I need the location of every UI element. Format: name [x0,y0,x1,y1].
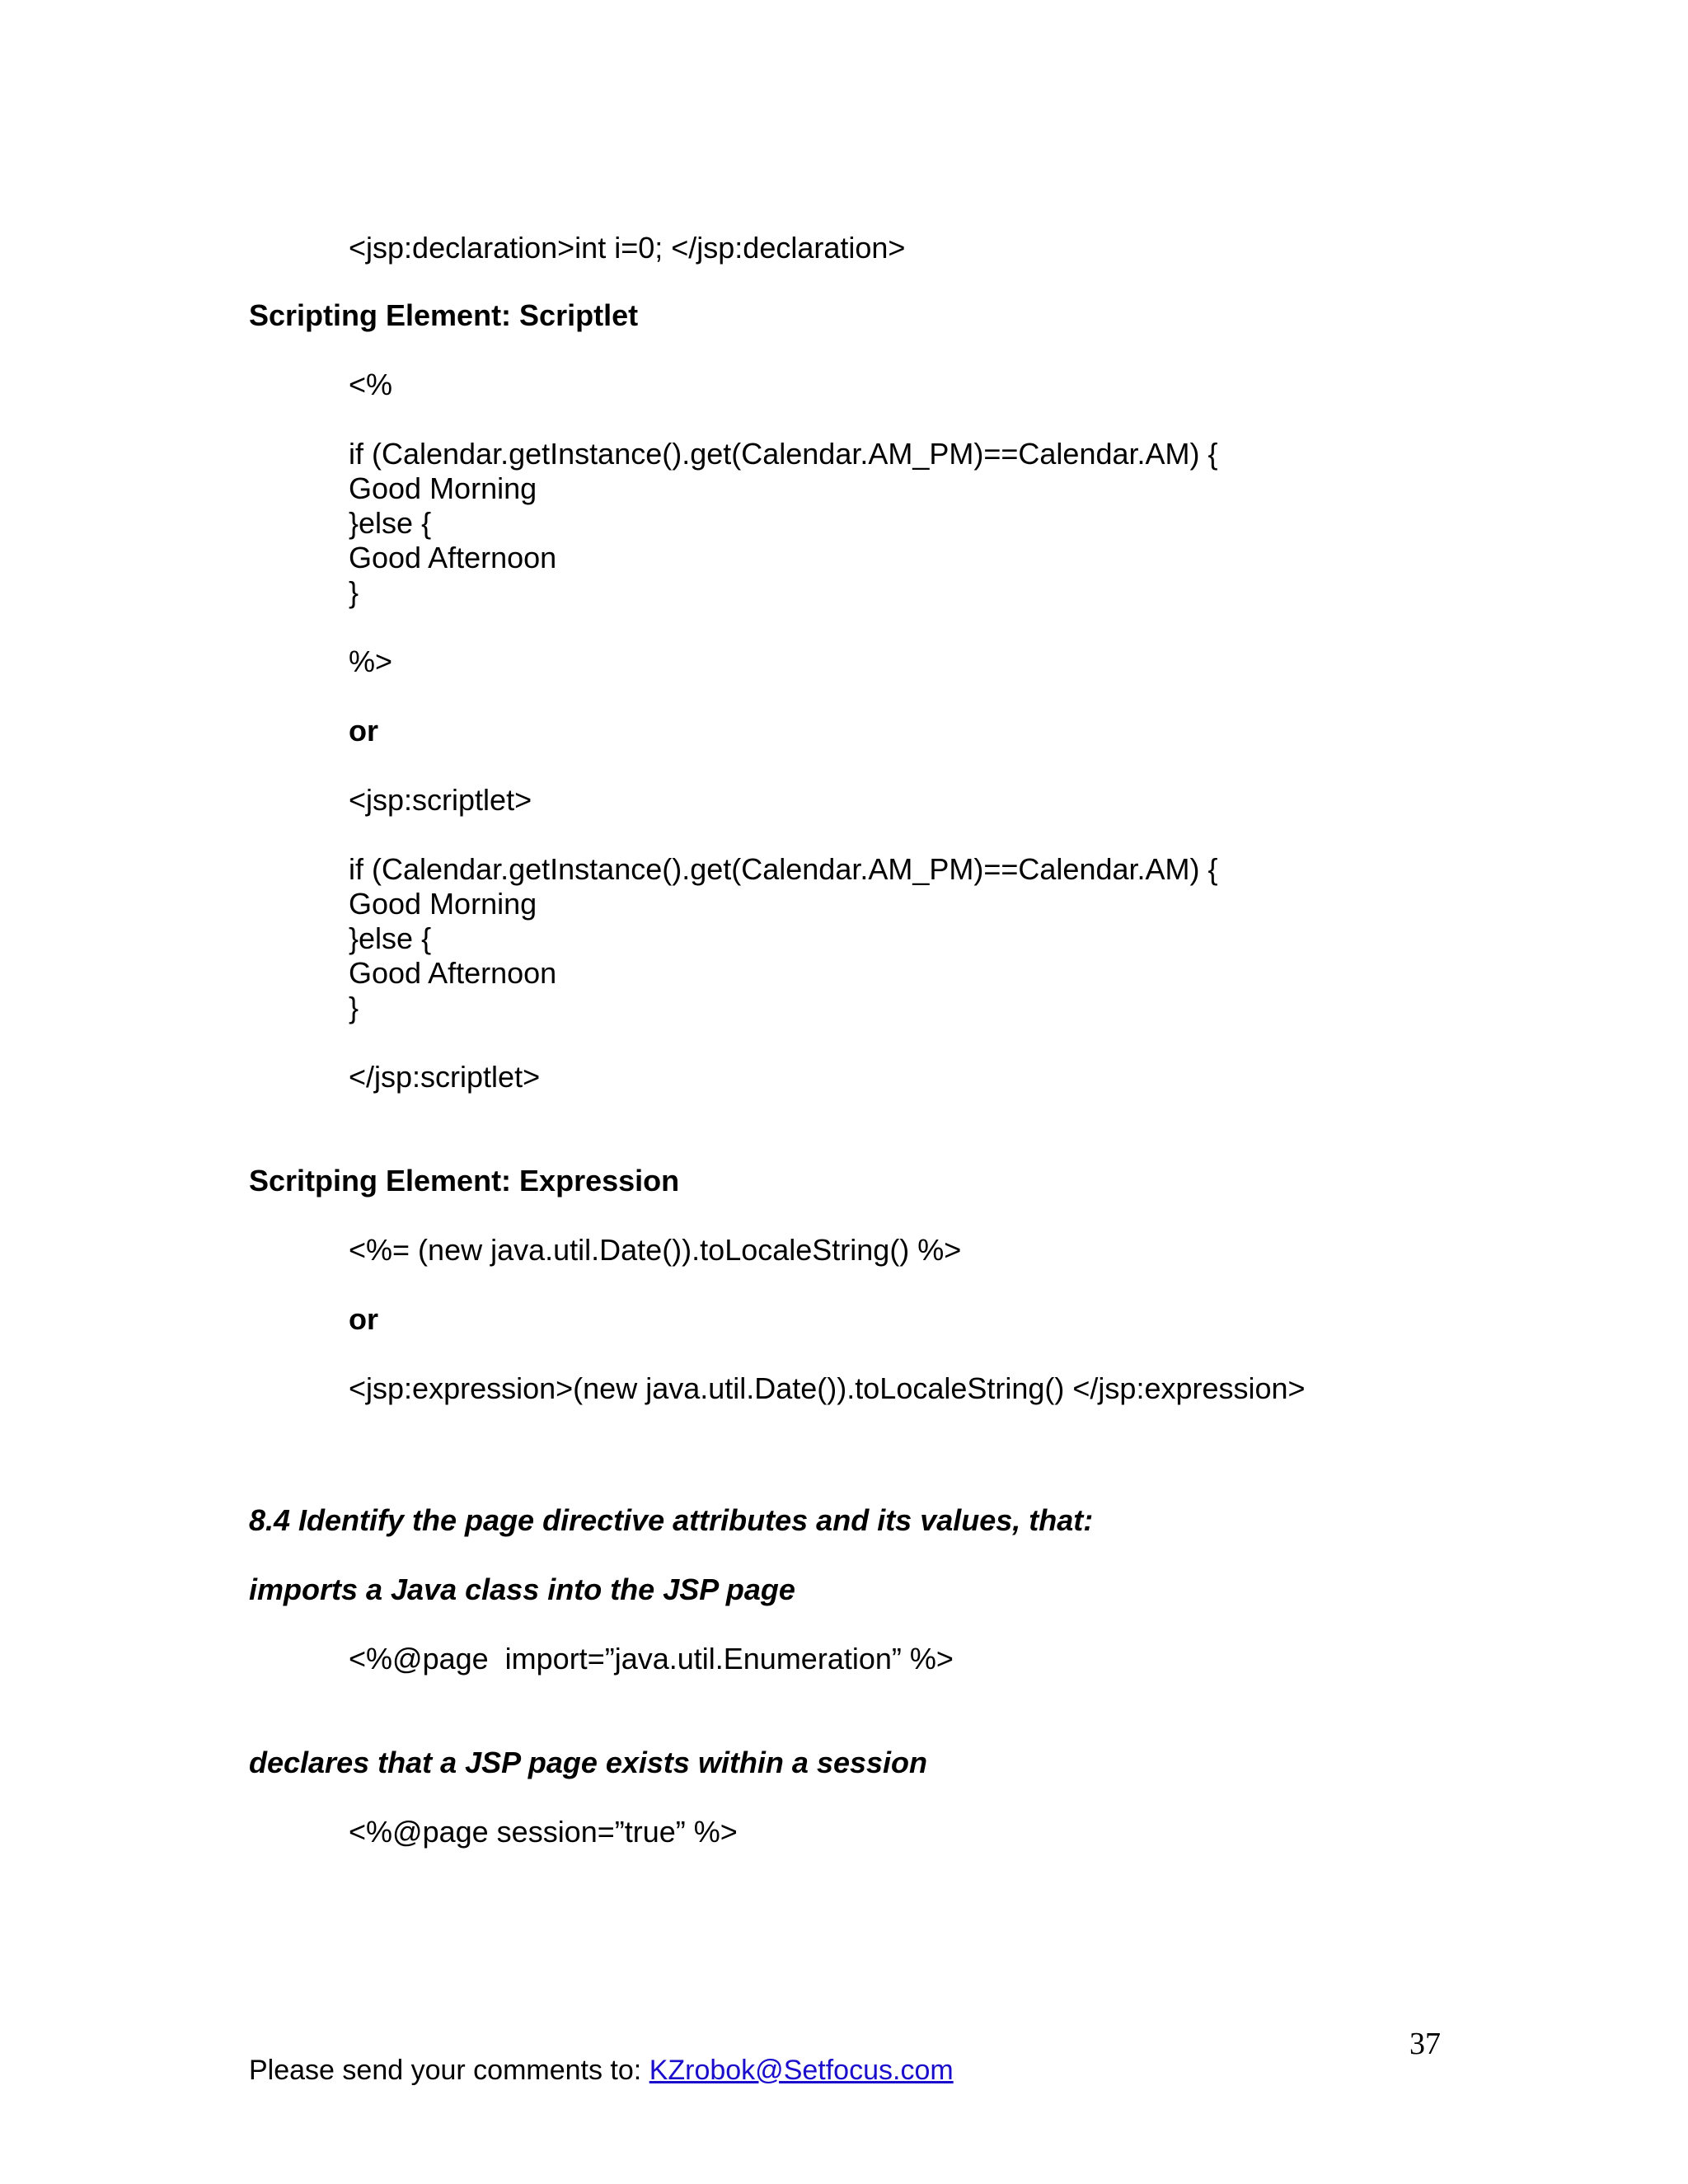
or-separator: or [349,714,378,748]
code-line: Good Morning [349,471,537,505]
session-directive-line: <%@page session=”true” %> [349,1815,738,1849]
code-line: Good Afternoon [349,956,557,990]
code-line: } [349,991,359,1024]
email-link[interactable]: KZrobok@Setfocus.com [649,2055,954,2086]
footer-prefix: Please send your comments to: [249,2055,649,2086]
or-separator: or [349,1302,378,1336]
section-heading: 8.4 Identify the page directive attributes and its values, that: [249,1503,1094,1537]
declaration-line: <jsp:declaration>int i=0; </jsp:declaration> [349,231,906,265]
session-heading: declares that a JSP page exists within a session [249,1746,928,1779]
code-line: }else { [349,921,432,955]
footer [249,2054,954,2087]
code-line: }else { [349,506,432,540]
code-line: } [349,575,359,609]
page-number: 37 [1409,2027,1441,2061]
scriptlet-heading: Scripting Element: Scriptlet [249,298,639,332]
expression-heading: Scritping Element: Expression [249,1164,680,1197]
import-heading: imports a Java class into the JSP page [249,1572,795,1606]
scriptlet-close-tag: %> [349,644,393,678]
jsp-scriptlet-close-tag: </jsp:scriptlet> [349,1060,541,1094]
code-line: Good Afternoon [349,541,557,574]
import-directive-line: <%@page import=”java.util.Enumeration” %> [349,1642,954,1675]
expression-line: <%= (new java.util.Date()).toLocaleString() %> [349,1233,962,1267]
code-line: Good Morning [349,887,537,921]
scriptlet-open-tag: <% [349,368,393,401]
jsp-scriptlet-open-tag: <jsp:scriptlet> [349,783,532,817]
code-line: if (Calendar.getInstance().get(Calendar.AM_PM)==Calendar.AM) { [349,852,1218,886]
code-line: if (Calendar.getInstance().get(Calendar.AM_PM)==Calendar.AM) { [349,437,1218,471]
jsp-expression-line: <jsp:expression>(new java.util.Date()).toLocaleString() </jsp:expression> [349,1371,1306,1405]
